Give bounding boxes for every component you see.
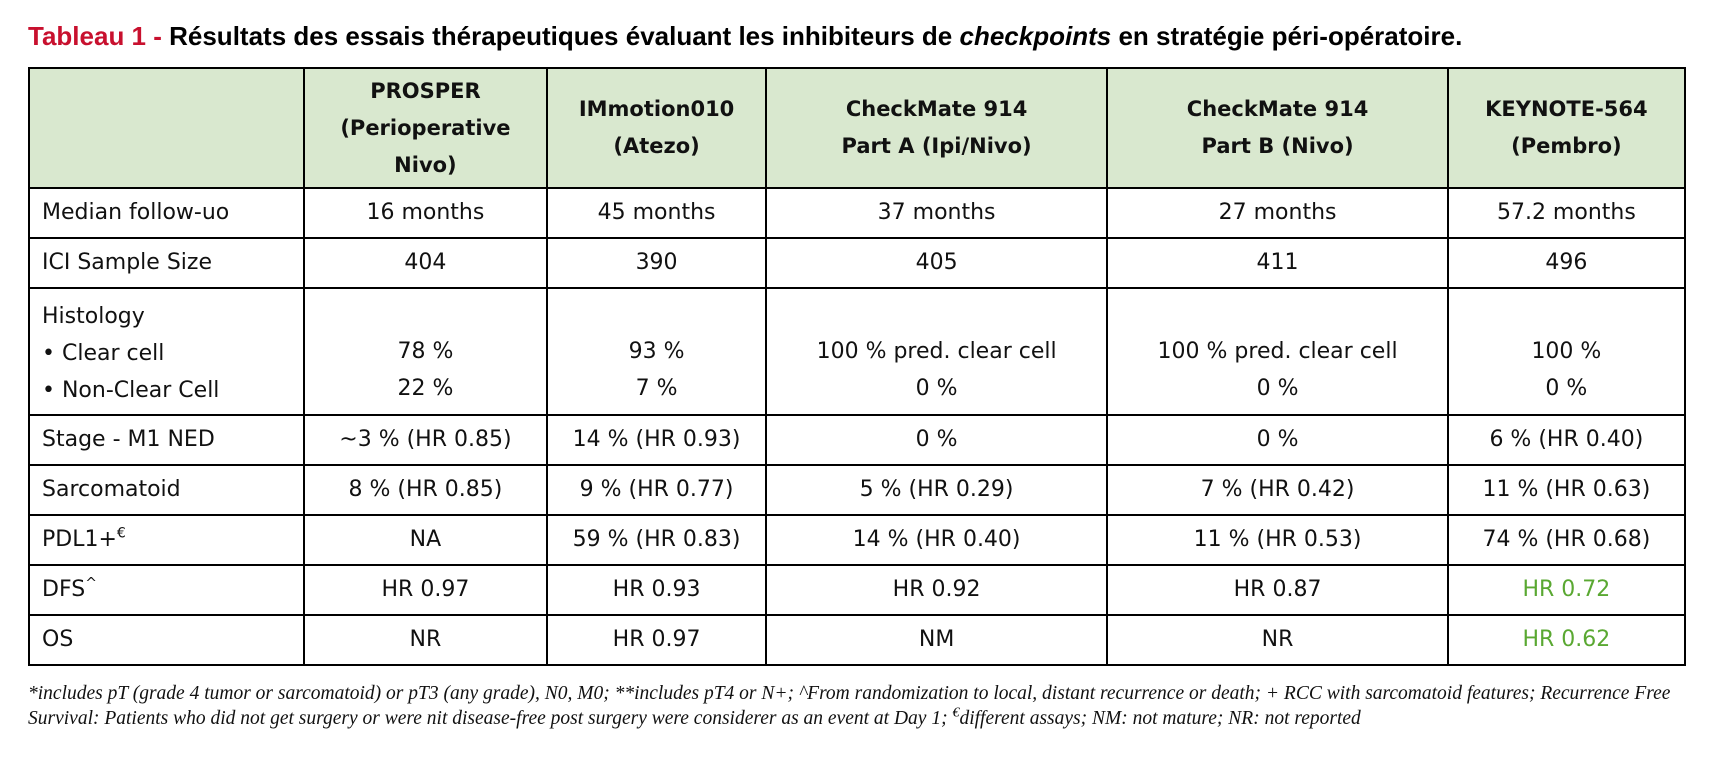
- table-cell: NA: [304, 515, 548, 565]
- table-cell: 57.2 months: [1448, 188, 1685, 238]
- title-text-start: Résultats des essais thérapeutiques évaluant les inhibiteurs de: [169, 21, 960, 51]
- table-cell: 404: [304, 238, 548, 288]
- table-cell: ~3 % (HR 0.85): [304, 415, 548, 465]
- table-cell: NM: [766, 615, 1108, 665]
- row-label-sarcomatoid: Sarcomatoid: [29, 465, 304, 515]
- table-row-pdl1: [29, 515, 1685, 565]
- table-cell: 78 % 22 %: [304, 288, 548, 415]
- table-cell: 100 % 0 %: [1448, 288, 1685, 415]
- table-cell: 9 % (HR 0.77): [547, 465, 766, 515]
- table-cell: HR 0.97: [304, 565, 548, 615]
- row-label-histology: Histology • Clear cell • Non-Clear Cell: [29, 288, 304, 415]
- table-cell-highlight: HR 0.62: [1448, 615, 1685, 665]
- table-cell: 14 % (HR 0.93): [547, 415, 766, 465]
- table-cell: NR: [304, 615, 548, 665]
- table-cell: 405: [766, 238, 1108, 288]
- table-cell: 74 % (HR 0.68): [1448, 515, 1685, 565]
- table-cell: HR 0.92: [766, 565, 1108, 615]
- header-immotion010: IMmotion010 (Atezo): [547, 68, 766, 188]
- table-cell: 6 % (HR 0.40): [1448, 415, 1685, 465]
- row-label-dfs: DFS^: [29, 565, 304, 615]
- header-checkmate914-part-b: CheckMate 914 Part B (Nivo): [1107, 68, 1447, 188]
- table-row-histology: [29, 288, 1685, 415]
- table-cell: 93 % 7 %: [547, 288, 766, 415]
- row-label-followup: Median follow-uo: [29, 188, 304, 238]
- table-cell: 411: [1107, 238, 1447, 288]
- table-cell: 16 months: [304, 188, 548, 238]
- table-cell: 14 % (HR 0.40): [766, 515, 1108, 565]
- table-cell: 5 % (HR 0.29): [766, 465, 1108, 515]
- header-checkmate914-part-a: CheckMate 914 Part A (Ipi/Nivo): [766, 68, 1108, 188]
- table-cell: HR 0.87: [1107, 565, 1447, 615]
- table-row-sample-size: [29, 238, 1685, 288]
- table-cell: 59 % (HR 0.83): [547, 515, 766, 565]
- row-label-pdl1: PDL1+€: [29, 515, 304, 565]
- table-title: [28, 14, 1688, 58]
- row-label-os: OS: [29, 615, 304, 665]
- table-cell: 100 % pred. clear cell 0 %: [766, 288, 1108, 415]
- table-cell: 37 months: [766, 188, 1108, 238]
- table-row-stage: [29, 415, 1685, 465]
- table-cell: 496: [1448, 238, 1685, 288]
- table-cell: 8 % (HR 0.85): [304, 465, 548, 515]
- table-cell: NR: [1107, 615, 1447, 665]
- table-cell: 11 % (HR 0.63): [1448, 465, 1685, 515]
- header-empty-cell: [29, 68, 304, 188]
- table-cell-highlight: HR 0.72: [1448, 565, 1685, 615]
- header-prosper: PROSPER (Perioperative Nivo): [304, 68, 548, 188]
- table-cell: HR 0.97: [547, 615, 766, 665]
- table-row-sarcomatoid: [29, 465, 1685, 515]
- table-cell: 390: [547, 238, 766, 288]
- table-cell: 100 % pred. clear cell 0 %: [1107, 288, 1447, 415]
- row-label-stage: Stage - M1 NED: [29, 415, 304, 465]
- table-row-os: [29, 615, 1685, 665]
- title-text-end: en stratégie péri-opératoire.: [1111, 21, 1463, 51]
- table-number-label: Tableau 1 -: [28, 21, 170, 51]
- table-cell: 27 months: [1107, 188, 1447, 238]
- results-table: [28, 67, 1686, 666]
- table-cell: 0 %: [1107, 415, 1447, 465]
- table-row-dfs: [29, 565, 1685, 615]
- row-label-sample-size: ICI Sample Size: [29, 238, 304, 288]
- table-cell: 7 % (HR 0.42): [1107, 465, 1447, 515]
- table-footnote: *includes pT (grade 4 tumor or sarcomatoid) or pT3 (any grade), N0, M0; **includes pT4 or N+; ^From randomization to local, distant recurrence or death; + RCC with sarcomatoid features; Recurrence Free Survival: Patients who did not get surgery or were nit disease-free post surgery were considerer as an event at Day 1; €different assays; NM: not mature; NR: not reported: [28, 683, 1671, 729]
- table-row-followup: [29, 188, 1685, 238]
- table-cell: 11 % (HR 0.53): [1107, 515, 1447, 565]
- table-header-row: [29, 68, 1685, 188]
- table-cell: 45 months: [547, 188, 766, 238]
- table-cell: HR 0.93: [547, 565, 766, 615]
- header-keynote564: KEYNOTE-564 (Pembro): [1448, 68, 1685, 188]
- title-text-italic: checkpoints: [959, 21, 1112, 51]
- table-cell: 0 %: [766, 415, 1108, 465]
